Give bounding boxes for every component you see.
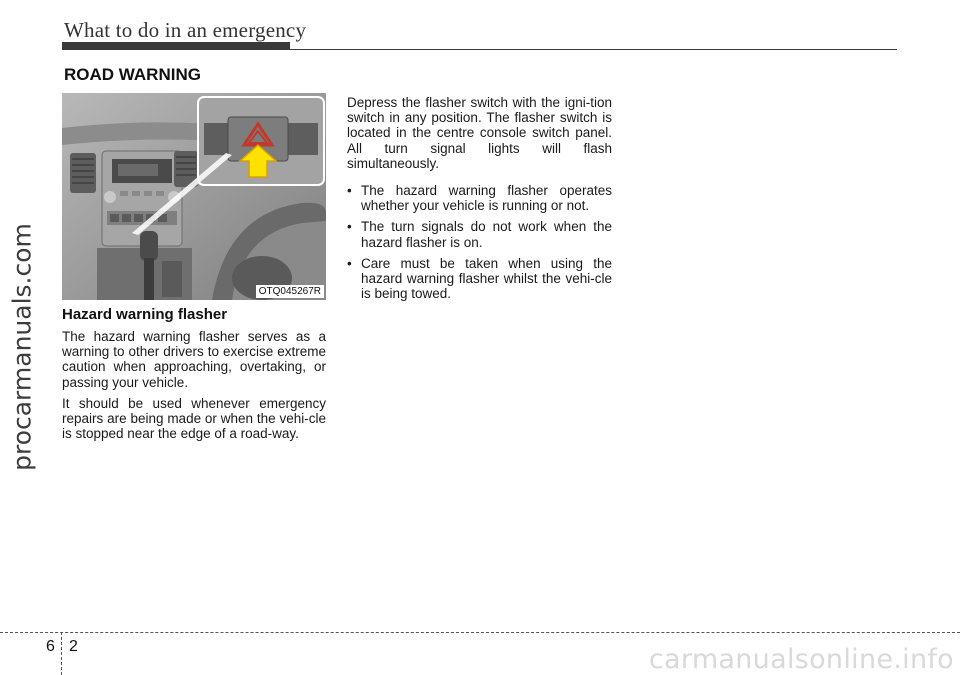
bullet-text: The turn signals do not work when the hazard flasher is on. bbox=[361, 219, 612, 250]
paragraph-purpose: The hazard warning flasher serves as a warning to other drivers to exercise extreme caution when approaching, overtaking, or passing your vehicle. bbox=[62, 329, 326, 390]
watermark-text: procarmanuals.com bbox=[7, 223, 37, 471]
bullet-dot: • bbox=[347, 183, 352, 199]
left-column-text bbox=[62, 329, 326, 447]
bullet-dot: • bbox=[347, 219, 352, 235]
section-title: ROAD WARNING bbox=[64, 65, 201, 84]
chapter-number: 6 bbox=[46, 638, 55, 655]
paragraph-usage: It should be used whenever emergency repairs are being made or when the vehi-cle is stopped near the edge of a road-way. bbox=[62, 395, 326, 442]
bullet-dot: • bbox=[347, 255, 352, 271]
bullet-text: The hazard warning flasher operates whether your vehicle is running or not. bbox=[361, 183, 612, 214]
footer-site-mark: carmanualsonline.info bbox=[648, 644, 954, 675]
header-bar bbox=[62, 42, 290, 50]
dashboard-illustration bbox=[62, 93, 326, 300]
list-item bbox=[347, 183, 612, 213]
bullet-text: Care must be taken when using the hazard warning flasher whilst the vehi-cle is being towed. bbox=[361, 255, 612, 302]
footer-rule bbox=[0, 632, 960, 633]
footer-divider bbox=[61, 632, 62, 675]
side-watermark bbox=[2, 223, 42, 471]
notes-list bbox=[347, 183, 612, 301]
page-number: 2 bbox=[69, 638, 78, 655]
list-item bbox=[347, 219, 612, 249]
header-rule bbox=[290, 49, 897, 50]
subheading-hazard-flasher: Hazard warning flasher bbox=[62, 306, 228, 323]
right-column-text bbox=[347, 95, 612, 307]
figure-code: OTQ045267R bbox=[256, 285, 324, 298]
dashboard-photo bbox=[62, 93, 326, 300]
paragraph-switch-location: Depress the flasher switch with the igni-tion switch in any position. The flasher switch is located in the centre console switch panel. All turn signal lights will flash simultaneously. bbox=[347, 95, 612, 171]
list-item bbox=[347, 256, 612, 302]
page-header-title: What to do in an emergency bbox=[64, 18, 307, 42]
